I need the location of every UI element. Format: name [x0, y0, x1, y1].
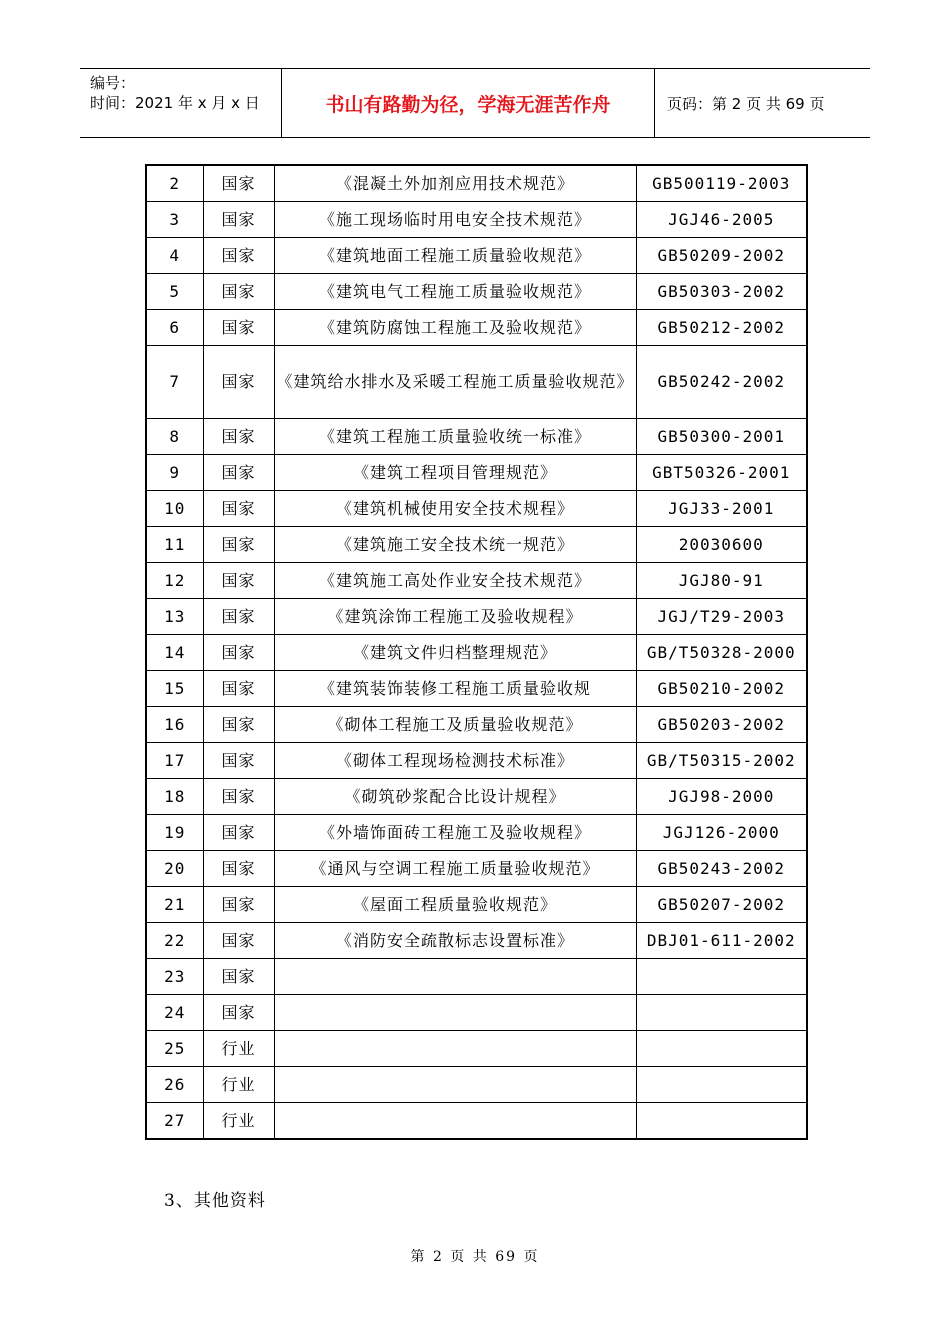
row-level-cell: 国家	[203, 202, 274, 238]
table-row	[146, 419, 807, 455]
row-level-cell: 国家	[203, 995, 274, 1031]
table-row	[146, 995, 807, 1031]
table-row	[146, 743, 807, 779]
row-code-cell: JGJ98-2000	[636, 779, 807, 815]
row-number-cell: 6	[146, 310, 203, 346]
row-level-cell: 行业	[203, 1031, 274, 1067]
row-number-cell: 7	[146, 346, 203, 419]
row-name-cell: 《建筑文件归档整理规范》	[274, 635, 636, 671]
row-code-cell: GB500119-2003	[636, 165, 807, 202]
row-level-cell: 国家	[203, 165, 274, 202]
row-name-cell	[274, 1067, 636, 1103]
row-code-cell: JGJ46-2005	[636, 202, 807, 238]
row-level-cell: 国家	[203, 887, 274, 923]
row-level-cell: 国家	[203, 851, 274, 887]
row-code-cell: GB/T50328-2000	[636, 635, 807, 671]
table-row	[146, 923, 807, 959]
row-code-cell: GBT50326-2001	[636, 455, 807, 491]
row-code-cell: GB50300-2001	[636, 419, 807, 455]
table-row	[146, 779, 807, 815]
row-code-cell: GB/T50315-2002	[636, 743, 807, 779]
row-code-cell	[636, 1031, 807, 1067]
table-row	[146, 1031, 807, 1067]
table-row	[146, 491, 807, 527]
row-number-cell: 12	[146, 563, 203, 599]
row-name-cell	[274, 1031, 636, 1067]
row-code-cell	[636, 1103, 807, 1140]
row-name-cell: 《砌筑砂浆配合比设计规程》	[274, 779, 636, 815]
row-level-cell: 国家	[203, 563, 274, 599]
header-left-cell	[80, 69, 281, 137]
row-name-cell: 《建筑施工安全技术统一规范》	[274, 527, 636, 563]
table-row	[146, 1103, 807, 1140]
row-level-cell: 国家	[203, 455, 274, 491]
page-header	[80, 68, 870, 138]
row-code-cell: JGJ126-2000	[636, 815, 807, 851]
row-number-cell: 3	[146, 202, 203, 238]
row-number-cell: 14	[146, 635, 203, 671]
row-number-cell: 22	[146, 923, 203, 959]
row-level-cell: 国家	[203, 599, 274, 635]
row-code-cell: 20030600	[636, 527, 807, 563]
row-name-cell: 《建筑施工高处作业安全技术规范》	[274, 563, 636, 599]
row-number-cell: 24	[146, 995, 203, 1031]
table-row	[146, 274, 807, 310]
table-row	[146, 635, 807, 671]
row-name-cell: 《建筑涂饰工程施工及验收规程》	[274, 599, 636, 635]
table-row	[146, 1067, 807, 1103]
table-row	[146, 310, 807, 346]
row-number-cell: 26	[146, 1067, 203, 1103]
row-name-cell: 《施工现场临时用电安全技术规范》	[274, 202, 636, 238]
row-name-cell: 《建筑工程施工质量验收统一标准》	[274, 419, 636, 455]
row-name-cell: 《建筑工程项目管理规范》	[274, 455, 636, 491]
row-code-cell: GB50203-2002	[636, 707, 807, 743]
row-level-cell: 国家	[203, 671, 274, 707]
row-number-cell: 8	[146, 419, 203, 455]
row-number-cell: 15	[146, 671, 203, 707]
row-level-cell: 国家	[203, 779, 274, 815]
header-motto: 书山有路勤为径，学海无涯苦作舟	[281, 69, 655, 137]
row-number-cell: 23	[146, 959, 203, 995]
table-row	[146, 851, 807, 887]
row-name-cell	[274, 1103, 636, 1140]
row-number-cell: 4	[146, 238, 203, 274]
header-page-info: 页码：第 2 页 共 69 页	[667, 94, 825, 113]
row-code-cell: GB50243-2002	[636, 851, 807, 887]
table-row	[146, 671, 807, 707]
row-level-cell: 国家	[203, 707, 274, 743]
table-row	[146, 455, 807, 491]
table-row	[146, 707, 807, 743]
row-level-cell: 国家	[203, 491, 274, 527]
row-level-cell: 国家	[203, 959, 274, 995]
table-row	[146, 959, 807, 995]
table-row	[146, 527, 807, 563]
date-line: 时间：2021 年 x 月 x 日	[90, 94, 260, 112]
row-level-cell: 国家	[203, 743, 274, 779]
row-code-cell: JGJ33-2001	[636, 491, 807, 527]
row-level-cell: 行业	[203, 1067, 274, 1103]
document-number-label: 编号：	[90, 74, 136, 92]
row-number-cell: 25	[146, 1031, 203, 1067]
row-level-cell: 国家	[203, 527, 274, 563]
row-name-cell: 《消防安全疏散标志设置标准》	[274, 923, 636, 959]
row-level-cell: 国家	[203, 815, 274, 851]
table-row	[146, 202, 807, 238]
row-name-cell: 《砌体工程现场检测技术标准》	[274, 743, 636, 779]
row-name-cell: 《外墙饰面砖工程施工及验收规程》	[274, 815, 636, 851]
row-code-cell: JGJ80-91	[636, 563, 807, 599]
table-row	[146, 238, 807, 274]
row-name-cell: 《通风与空调工程施工质量验收规范》	[274, 851, 636, 887]
row-code-cell	[636, 1067, 807, 1103]
row-number-cell: 10	[146, 491, 203, 527]
row-code-cell: JGJ/T29-2003	[636, 599, 807, 635]
row-code-cell: GB50210-2002	[636, 671, 807, 707]
table-row	[146, 599, 807, 635]
row-name-cell: 《建筑防腐蚀工程施工及验收规范》	[274, 310, 636, 346]
row-name-cell	[274, 995, 636, 1031]
row-number-cell: 5	[146, 274, 203, 310]
row-name-cell: 《砌体工程施工及质量验收规范》	[274, 707, 636, 743]
row-number-cell: 13	[146, 599, 203, 635]
row-code-cell: GB50303-2002	[636, 274, 807, 310]
row-level-cell: 国家	[203, 419, 274, 455]
row-name-cell	[274, 959, 636, 995]
row-number-cell: 18	[146, 779, 203, 815]
table-row	[146, 165, 807, 202]
row-number-cell: 20	[146, 851, 203, 887]
row-level-cell: 国家	[203, 274, 274, 310]
row-code-cell: GB50207-2002	[636, 887, 807, 923]
table-row	[146, 815, 807, 851]
row-level-cell: 行业	[203, 1103, 274, 1140]
row-code-cell: GB50212-2002	[636, 310, 807, 346]
row-code-cell: GB50242-2002	[636, 346, 807, 419]
row-number-cell: 9	[146, 455, 203, 491]
row-code-cell: DBJ01-611-2002	[636, 923, 807, 959]
row-code-cell: GB50209-2002	[636, 238, 807, 274]
row-name-cell: 《建筑机械使用安全技术规程》	[274, 491, 636, 527]
row-number-cell: 27	[146, 1103, 203, 1140]
section-heading: 3、其他资料	[164, 1191, 266, 1211]
row-name-cell: 《建筑装饰装修工程施工质量验收规	[274, 671, 636, 707]
row-name-cell: 《屋面工程质量验收规范》	[274, 887, 636, 923]
row-name-cell: 《建筑电气工程施工质量验收规范》	[274, 274, 636, 310]
row-code-cell	[636, 995, 807, 1031]
row-level-cell: 国家	[203, 310, 274, 346]
row-name-cell: 《建筑地面工程施工质量验收规范》	[274, 238, 636, 274]
row-level-cell: 国家	[203, 238, 274, 274]
row-code-cell	[636, 959, 807, 995]
row-number-cell: 17	[146, 743, 203, 779]
row-number-cell: 21	[146, 887, 203, 923]
row-level-cell: 国家	[203, 635, 274, 671]
row-name-cell: 《建筑给水排水及采暖工程施工质量验收规范》	[274, 346, 636, 419]
table-row	[146, 887, 807, 923]
table-row	[146, 346, 807, 419]
standards-table-body	[146, 165, 807, 1139]
row-name-cell: 《混凝土外加剂应用技术规范》	[274, 165, 636, 202]
row-number-cell: 11	[146, 527, 203, 563]
row-number-cell: 16	[146, 707, 203, 743]
table-row	[146, 563, 807, 599]
row-level-cell: 国家	[203, 346, 274, 419]
standards-table	[145, 164, 808, 1140]
page-footer: 第 2 页 共 69 页	[410, 1249, 540, 1265]
row-number-cell: 2	[146, 165, 203, 202]
row-number-cell: 19	[146, 815, 203, 851]
row-level-cell: 国家	[203, 923, 274, 959]
